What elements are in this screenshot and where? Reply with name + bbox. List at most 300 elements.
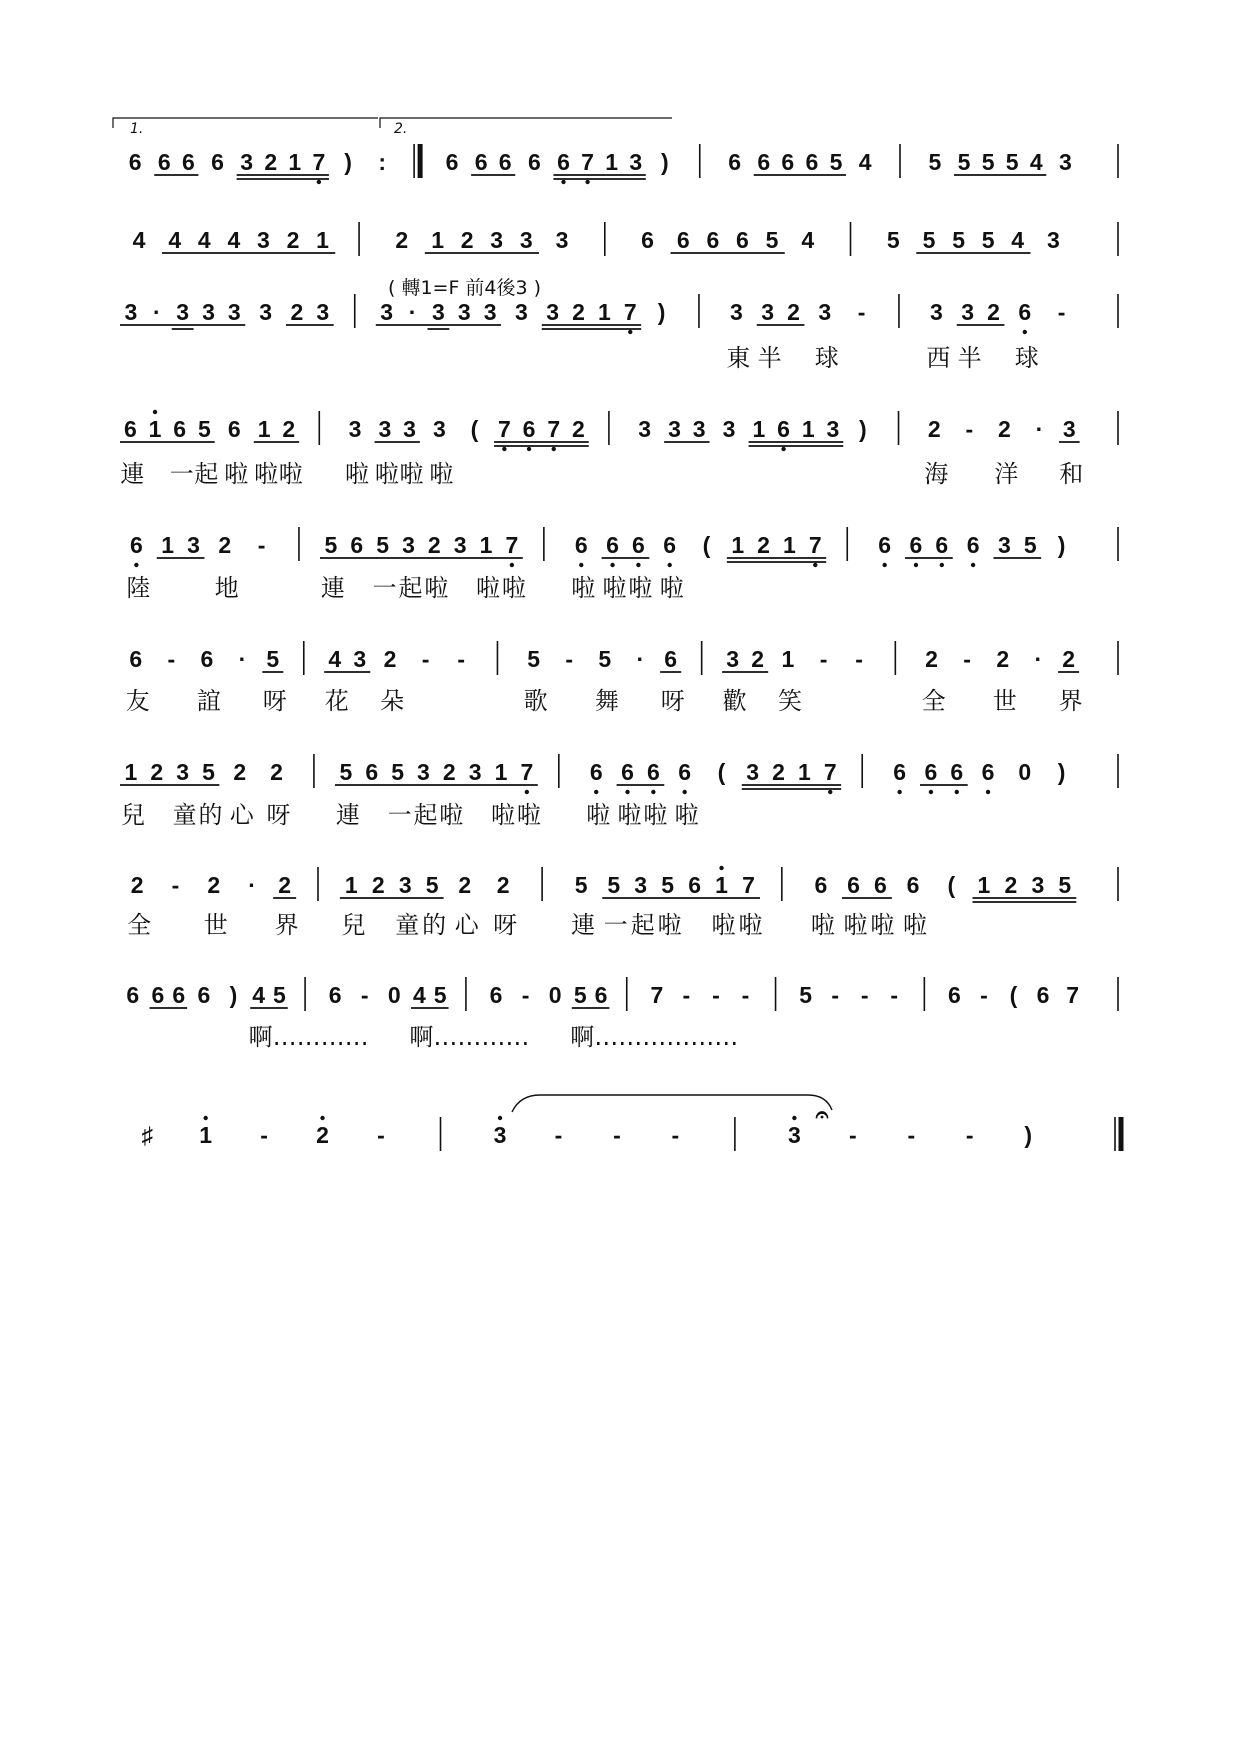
fermata-sign: 𝄐: [815, 1101, 829, 1127]
note: 3: [240, 149, 254, 175]
lyric: 心: [454, 911, 479, 939]
note: ): [657, 299, 666, 325]
note: 3: [378, 416, 392, 442]
low-octave-dot: [579, 563, 583, 567]
note: 7: [581, 149, 594, 175]
note: -: [860, 982, 869, 1008]
note: 1: [479, 532, 493, 558]
low-octave-dot: [986, 790, 990, 794]
note: 7: [742, 872, 755, 898]
lyric: 笑: [777, 687, 802, 715]
lyric: 啦: [516, 801, 541, 829]
note: -: [1057, 299, 1066, 325]
lyric: 界: [1058, 687, 1083, 715]
note: 5: [981, 149, 995, 175]
note: 6: [197, 982, 211, 1008]
note: 3: [176, 759, 190, 785]
low-octave-dot: [828, 790, 832, 794]
note: 6: [966, 532, 980, 558]
note: -: [907, 1122, 916, 1148]
note: 7: [547, 416, 561, 442]
lyric: 啦: [602, 574, 627, 602]
note: 6: [847, 872, 860, 898]
note: 6: [706, 227, 720, 253]
lyric: 童: [172, 801, 197, 829]
note: ): [1024, 1122, 1033, 1148]
note: 3: [818, 299, 832, 325]
note: 6: [621, 759, 634, 785]
note: 4: [858, 149, 872, 175]
note: 1: [597, 299, 611, 325]
lyric: 啦: [439, 801, 464, 829]
note: 3: [433, 416, 446, 442]
lyric: 啦: [374, 460, 399, 488]
note: 6: [688, 872, 701, 898]
note: 3: [746, 759, 760, 785]
note: 7: [823, 759, 837, 785]
lyric: 啦: [254, 460, 279, 488]
note: 1: [124, 759, 138, 785]
note: 3: [176, 299, 190, 325]
note: ): [1057, 532, 1066, 558]
note: ): [858, 416, 867, 442]
note: 6: [173, 416, 187, 442]
note: 2: [772, 759, 785, 785]
note: (: [717, 759, 726, 785]
note: 3: [483, 299, 497, 325]
lyric: 海: [924, 460, 949, 488]
note: 3: [1062, 416, 1076, 442]
lyric: 舞: [594, 687, 619, 715]
score-line-8: [127, 866, 1118, 939]
note: 1: [797, 759, 811, 785]
note: 6: [757, 149, 771, 175]
note: 5: [202, 759, 215, 785]
lyric: 心: [229, 801, 254, 829]
score-lines: [120, 144, 1121, 1151]
lyric: 界: [274, 911, 299, 939]
note: 6: [663, 532, 677, 558]
note: 1: [161, 532, 175, 558]
lyric: 起: [398, 574, 423, 602]
note: 3: [417, 759, 430, 785]
note: 2: [218, 532, 232, 558]
note: 5: [197, 416, 211, 442]
low-octave-dot: [552, 447, 556, 451]
note: 1: [801, 416, 815, 442]
note: -: [741, 982, 750, 1008]
note: 1: [257, 416, 271, 442]
note: -: [682, 982, 691, 1008]
note: -: [613, 1122, 621, 1148]
key-change-note: ( 轉1=F 前4後3 ): [388, 277, 542, 299]
low-octave-dot: [561, 180, 565, 184]
lyric: 半: [957, 344, 982, 372]
note: 3: [403, 416, 416, 442]
note: 3: [1031, 872, 1045, 898]
note: 3: [316, 299, 330, 325]
lyric: 友: [125, 687, 150, 715]
note: -: [457, 646, 466, 672]
note: 3: [638, 416, 652, 442]
lyric: 啦: [501, 574, 526, 602]
note: 3: [257, 227, 270, 253]
note: 3: [380, 299, 394, 325]
note: 3: [997, 532, 1011, 558]
note: 0: [1018, 759, 1032, 785]
note: 3: [187, 532, 200, 558]
low-octave-dot: [955, 790, 959, 794]
lyric: 啊………………: [570, 1023, 739, 1051]
lyric: 全: [921, 687, 946, 715]
note: 3: [432, 299, 445, 325]
note: -: [980, 982, 988, 1008]
note: 4: [413, 982, 426, 1008]
lyric: 球: [814, 344, 839, 372]
lyric: 和: [1059, 460, 1084, 488]
lyric: 啊…………: [248, 1023, 369, 1051]
note: -: [565, 646, 574, 672]
note: 5: [829, 149, 843, 175]
note: 4: [132, 227, 146, 253]
lyric: 連: [335, 801, 360, 829]
low-octave-dot: [781, 447, 785, 451]
note: -: [360, 982, 369, 1008]
note: 6: [805, 149, 819, 175]
note: ·: [636, 646, 645, 672]
note: 1: [316, 227, 329, 253]
note: 6: [489, 982, 503, 1008]
note: 3: [668, 416, 681, 442]
low-octave-dot: [134, 563, 138, 567]
note: 5: [886, 227, 900, 253]
lyric: 一: [169, 460, 194, 488]
lyric: 呀: [262, 687, 287, 715]
note: 2: [316, 1122, 329, 1148]
lyric: 呀: [266, 801, 291, 829]
note: 6: [1036, 982, 1050, 1008]
score-line-3: [120, 294, 1118, 372]
note: 6: [1018, 299, 1032, 325]
note: 7: [808, 532, 822, 558]
note: ): [661, 149, 669, 175]
lyric: 兒: [341, 911, 366, 939]
note: 2: [757, 532, 770, 558]
note: 3: [490, 227, 504, 253]
note: 2: [233, 759, 247, 785]
note: 1: [752, 416, 766, 442]
lyric: 啦: [224, 460, 249, 488]
note: 3: [468, 759, 482, 785]
note: 6: [646, 759, 660, 785]
note: 4: [252, 982, 265, 1008]
note: ): [229, 982, 238, 1008]
low-octave-dot: [625, 790, 629, 794]
note: 3: [761, 299, 775, 325]
note: 1: [431, 227, 444, 253]
low-octave-dot: [594, 790, 598, 794]
lyric: 啦: [476, 574, 501, 602]
note: 5: [339, 759, 353, 785]
note: 5: [607, 872, 621, 898]
note: 6: [123, 416, 137, 442]
low-octave-dot: [636, 563, 640, 567]
score-line-2: [133, 222, 1118, 256]
note: 3: [259, 299, 273, 325]
lyric: 呀: [660, 687, 685, 715]
note: -: [377, 1122, 385, 1148]
note: -: [421, 646, 430, 672]
note: 5: [661, 872, 675, 898]
note: 2: [207, 872, 221, 898]
note: 6: [641, 227, 654, 253]
high-octave-dot: [719, 866, 723, 870]
lyric: 啊…………: [409, 1023, 530, 1051]
note: (: [702, 532, 711, 558]
lyric: 啦: [870, 911, 895, 939]
note: 3: [1047, 227, 1060, 253]
lyric: 啦: [738, 911, 763, 939]
lyric: 童: [395, 911, 420, 939]
note: 2: [1062, 646, 1075, 672]
lyric: 啦: [643, 801, 668, 829]
note: 2: [460, 227, 474, 253]
lyric: 地: [214, 574, 239, 602]
score-line-7: [120, 754, 1118, 829]
note: (: [470, 416, 479, 442]
lyric: 啦: [424, 574, 449, 602]
note: 6: [128, 149, 142, 175]
note: 6: [557, 149, 570, 175]
lyric: 一: [603, 911, 628, 939]
note: 2: [787, 299, 800, 325]
note: 3: [353, 646, 367, 672]
note: 6: [906, 872, 920, 898]
note: 3: [629, 149, 643, 175]
note: 2: [987, 299, 1000, 325]
note: 3: [788, 1122, 801, 1148]
lyric: 花: [324, 687, 349, 715]
high-octave-dot: [203, 1116, 207, 1120]
note: 2: [290, 299, 304, 325]
note: 2: [458, 872, 472, 898]
note: (: [947, 872, 956, 898]
note: 5: [376, 532, 390, 558]
high-octave-dot: [498, 1116, 502, 1120]
low-octave-dot: [1023, 330, 1027, 334]
note: -: [819, 646, 828, 672]
lyric: 半: [757, 344, 782, 372]
lyric: 連: [120, 460, 145, 488]
note: 6: [950, 759, 964, 785]
note: ·: [248, 872, 256, 898]
note: 3: [634, 872, 648, 898]
lyric: 起: [194, 460, 219, 488]
lyric: 啦: [903, 911, 928, 939]
note: 3: [402, 532, 415, 558]
lyric: 的: [198, 801, 223, 829]
note: 3: [348, 416, 362, 442]
note: 6: [924, 759, 938, 785]
lyric: 的: [422, 911, 447, 939]
note: ): [344, 149, 352, 175]
note: 3: [515, 299, 528, 325]
low-octave-dot: [813, 563, 817, 567]
note: 1: [781, 646, 795, 672]
note: 6: [129, 532, 143, 558]
note: 6: [527, 149, 541, 175]
note: 2: [572, 299, 585, 325]
lyric: 啦: [490, 801, 515, 829]
note: 3: [729, 299, 743, 325]
score-line-1: [129, 144, 1118, 184]
note: 6: [874, 872, 887, 898]
note: 6: [211, 149, 224, 175]
note: 4: [227, 227, 241, 253]
note: 5: [957, 149, 971, 175]
note: 0: [548, 982, 562, 1008]
low-octave-dot: [502, 447, 506, 451]
note: 2: [442, 759, 456, 785]
note: 2: [925, 646, 938, 672]
note: 6: [781, 149, 795, 175]
note: 1: [199, 1122, 213, 1148]
note: 2: [427, 532, 441, 558]
high-octave-dot: [320, 1116, 324, 1120]
note: 6: [909, 532, 923, 558]
note: 3: [519, 227, 533, 253]
score-line-4: [120, 410, 1118, 488]
note: 3: [692, 416, 706, 442]
note: 5: [266, 646, 280, 672]
lyric: 西: [926, 344, 951, 372]
note: 3: [961, 299, 975, 325]
note: 2: [996, 646, 1010, 672]
note: -: [554, 1122, 563, 1148]
note: 6: [935, 532, 949, 558]
note: 6: [328, 982, 342, 1008]
lyric: 啦: [657, 911, 682, 939]
note: 6: [606, 532, 619, 558]
note: -: [171, 872, 180, 898]
volta-2-label: 2.: [394, 121, 408, 137]
note: -: [855, 646, 863, 672]
note: 3: [398, 872, 412, 898]
lyric: 一: [372, 574, 397, 602]
note: 6: [594, 982, 608, 1008]
note: 3: [546, 299, 560, 325]
note: 6: [522, 416, 536, 442]
note: 5: [1023, 532, 1037, 558]
note: 1: [494, 759, 508, 785]
note: 1: [288, 149, 302, 175]
lyric: 呀: [493, 911, 518, 939]
note: 2: [264, 149, 278, 175]
note: ): [1057, 759, 1066, 785]
note: 3: [722, 416, 736, 442]
note: 6: [878, 532, 892, 558]
note: 4: [801, 227, 815, 253]
low-octave-dot: [971, 563, 975, 567]
note: 6: [676, 227, 690, 253]
lyric: 啦: [711, 911, 736, 939]
note: 6: [129, 646, 143, 672]
lyric: 朵: [380, 687, 405, 715]
note: 4: [1011, 227, 1025, 253]
note: 5: [433, 982, 447, 1008]
note: 5: [272, 982, 286, 1008]
note: 3: [726, 646, 740, 672]
note: 6: [777, 416, 790, 442]
note: 2: [997, 416, 1011, 442]
note: 3: [453, 532, 467, 558]
note: 5: [425, 872, 439, 898]
note: 5: [922, 227, 936, 253]
note: 4: [168, 227, 182, 253]
lyric: 起: [630, 911, 655, 939]
note: 6: [181, 149, 195, 175]
note: 6: [589, 759, 603, 785]
note: -: [963, 646, 971, 672]
note: 6: [893, 759, 907, 785]
note: 2: [927, 416, 941, 442]
note: ♯: [141, 1122, 153, 1148]
note: 5: [981, 227, 995, 253]
note: 3: [493, 1122, 507, 1148]
note: 5: [573, 982, 587, 1008]
lyric: 歡: [722, 687, 747, 715]
note: 6: [814, 872, 828, 898]
note: 6: [200, 646, 214, 672]
lyric: 全: [127, 911, 152, 939]
note: ·: [1034, 646, 1043, 672]
note: 6: [350, 532, 364, 558]
low-octave-dot: [651, 790, 655, 794]
note: 1: [731, 532, 745, 558]
note: -: [831, 982, 840, 1008]
note: 4: [1029, 149, 1043, 175]
note: 6: [664, 646, 678, 672]
note: (: [1009, 982, 1018, 1008]
note: 6: [498, 149, 512, 175]
lyric: 球: [1014, 344, 1039, 372]
lyric: 啦: [586, 801, 611, 829]
score-line-9: [126, 977, 1118, 1051]
note: 2: [371, 872, 385, 898]
note: 2: [286, 227, 300, 253]
note: -: [857, 299, 866, 325]
note: -: [671, 1122, 680, 1148]
note: 2: [150, 759, 164, 785]
note: 3: [457, 299, 471, 325]
lyric: 東: [726, 344, 751, 372]
lyric: 啦: [843, 911, 868, 939]
note: 6: [728, 149, 742, 175]
note: 5: [1005, 149, 1019, 175]
note: 1: [783, 532, 796, 558]
note: 6: [736, 227, 749, 253]
note: 7: [497, 416, 511, 442]
lyric: 啦: [659, 574, 684, 602]
low-octave-dot: [585, 180, 589, 184]
lyric: 啦: [399, 460, 424, 488]
low-octave-dot: [940, 563, 944, 567]
note: 2: [571, 416, 585, 442]
note: 3: [1059, 149, 1072, 175]
note: 6: [157, 149, 171, 175]
note: -: [257, 532, 266, 558]
lyric: 洋: [994, 460, 1019, 488]
